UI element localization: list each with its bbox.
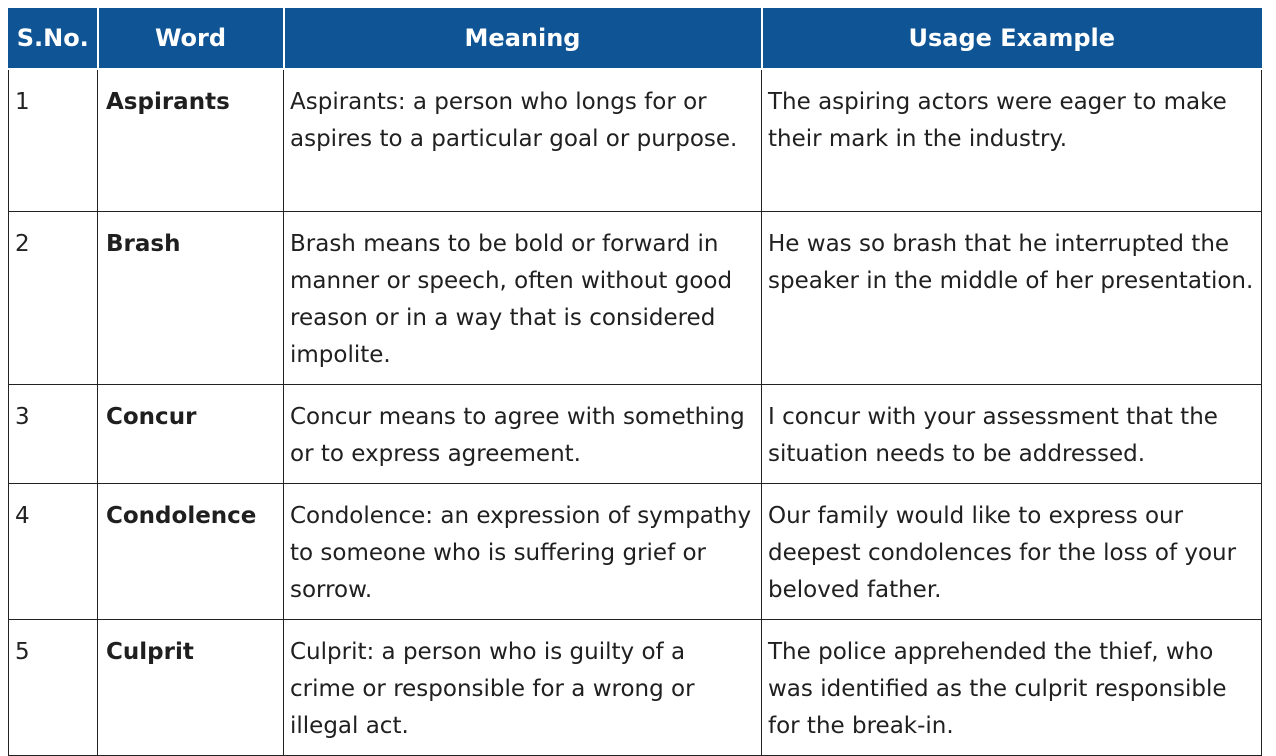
header-usage: Usage Example — [762, 8, 1262, 69]
header-sno: S.No. — [9, 8, 98, 69]
table-body — [9, 69, 1262, 755]
cell-usage: I concur with your assessment that the situation needs to be addressed. — [762, 384, 1262, 483]
cell-sno: 1 — [9, 69, 98, 211]
header-row — [9, 8, 1262, 69]
cell-meaning: Condolence: an expression of sympathy to someone who is suffering grief or sorrow. — [284, 483, 762, 619]
cell-word: Aspirants — [98, 69, 284, 211]
table-row — [9, 384, 1262, 483]
table-row — [9, 211, 1262, 384]
cell-usage: He was so brash that he interrupted the speaker in the middle of her presentation. — [762, 211, 1262, 384]
cell-sno: 4 — [9, 483, 98, 619]
cell-usage: Our family would like to express our deepest condolences for the loss of your beloved father. — [762, 483, 1262, 619]
header-word: Word — [98, 8, 284, 69]
table-row — [9, 483, 1262, 619]
cell-meaning: Culprit: a person who is guilty of a crime or responsible for a wrong or illegal act. — [284, 619, 762, 755]
cell-meaning: Aspirants: a person who longs for or aspires to a particular goal or purpose. — [284, 69, 762, 211]
cell-word: Brash — [98, 211, 284, 384]
cell-usage: The police apprehended the thief, who was identified as the culprit responsible for the break-in. — [762, 619, 1262, 755]
table-row — [9, 619, 1262, 755]
vocabulary-table — [8, 8, 1262, 756]
table-header — [9, 8, 1262, 69]
cell-meaning: Concur means to agree with something or to express agreement. — [284, 384, 762, 483]
cell-sno: 5 — [9, 619, 98, 755]
cell-word: Culprit — [98, 619, 284, 755]
cell-sno: 2 — [9, 211, 98, 384]
table-row — [9, 69, 1262, 211]
cell-sno: 3 — [9, 384, 98, 483]
vocabulary-table-container — [8, 8, 1261, 756]
cell-word: Concur — [98, 384, 284, 483]
cell-usage: The aspiring actors were eager to make their mark in the industry. — [762, 69, 1262, 211]
header-meaning: Meaning — [284, 8, 762, 69]
cell-word: Condolence — [98, 483, 284, 619]
cell-meaning: Brash means to be bold or forward in manner or speech, often without good reason or in a way that is considered impolite. — [284, 211, 762, 384]
